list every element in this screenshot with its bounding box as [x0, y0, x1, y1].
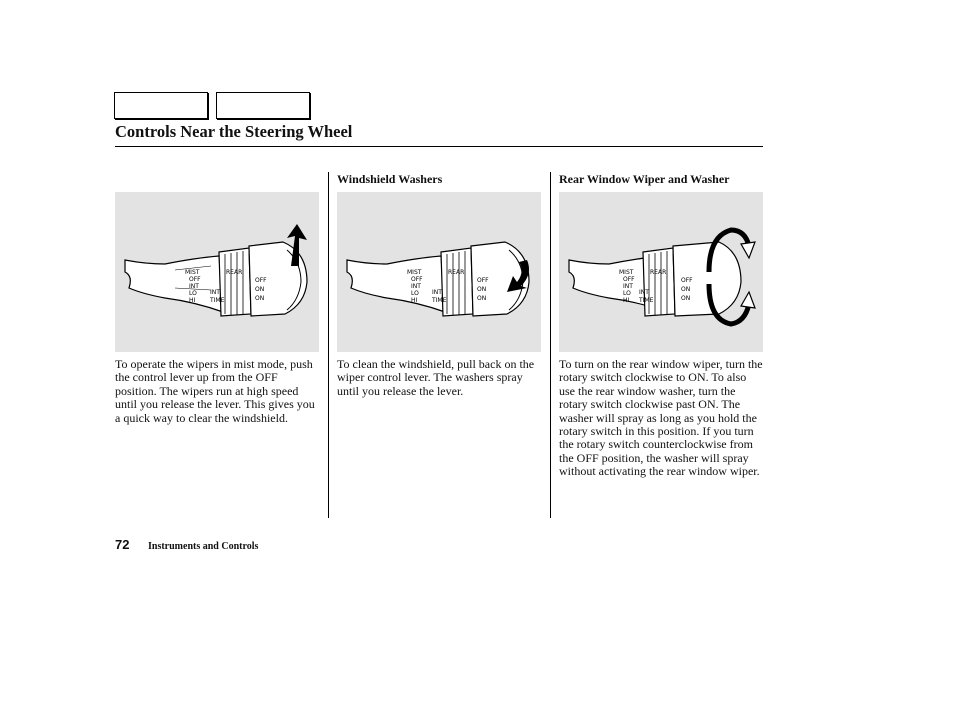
- nav-tab-2[interactable]: [216, 92, 310, 119]
- wiper-lever-drawing: [569, 242, 741, 316]
- svg-text:INT: INT: [623, 283, 633, 290]
- svg-text:TIME: TIME: [639, 297, 654, 304]
- mist-mode-paragraph: To operate the wipers in mist mode, push the control lever up from the OFF position. The wipers run at high speed until you release the lever. This gives you a quick way to clear the windshield.: [115, 357, 315, 425]
- svg-text:REAR: REAR: [650, 269, 667, 276]
- svg-text:OFF: OFF: [681, 277, 693, 284]
- svg-text:HI: HI: [411, 297, 418, 304]
- wiper-lever-drawing: [347, 242, 529, 316]
- svg-text:OFF: OFF: [623, 276, 635, 283]
- wiper-lever-drawing: [125, 242, 307, 316]
- rear-wiper-switch-illustration: [559, 192, 763, 352]
- svg-text:TIME: TIME: [210, 297, 225, 304]
- mist-lever-illustration: [115, 192, 319, 352]
- svg-text:ON: ON: [255, 286, 265, 293]
- svg-text:INT: INT: [639, 289, 649, 296]
- washer-lever-illustration: [337, 192, 541, 352]
- svg-text:LO: LO: [411, 290, 419, 297]
- svg-text:INT: INT: [210, 289, 220, 296]
- title-divider: [115, 146, 763, 147]
- svg-text:OFF: OFF: [189, 276, 201, 283]
- svg-text:INT: INT: [189, 283, 199, 290]
- svg-text:INT: INT: [432, 289, 442, 296]
- svg-text:MIST: MIST: [407, 269, 422, 276]
- column-divider-2: [550, 172, 551, 518]
- svg-text:OFF: OFF: [477, 277, 489, 284]
- nav-tab-1[interactable]: [114, 92, 208, 119]
- svg-text:REAR: REAR: [226, 269, 243, 276]
- svg-text:REAR: REAR: [448, 269, 465, 276]
- svg-text:HI: HI: [623, 297, 630, 304]
- windshield-washers-heading: Windshield Washers: [337, 172, 443, 186]
- svg-text:LO: LO: [189, 290, 197, 297]
- rear-wiper-washer-paragraph: To turn on the rear window wiper, turn the rotary switch clockwise to ON. To also use the rear window washer, turn the rotary switch clockwise past ON. The washer will spray as long as you hold the rotary switch in this position. If you turn the rotary switch counterclockwise from the OFF position, the washer will spray without activating the rear window wiper.: [559, 357, 763, 479]
- column-divider-1: [328, 172, 329, 518]
- svg-text:OFF: OFF: [255, 277, 267, 284]
- svg-text:LO: LO: [623, 290, 631, 297]
- svg-text:OFF: OFF: [411, 276, 423, 283]
- rear-wiper-washer-heading: Rear Window Wiper and Washer: [559, 172, 730, 186]
- svg-text:ON: ON: [255, 295, 265, 302]
- svg-text:MIST: MIST: [619, 269, 634, 276]
- svg-text:ON: ON: [477, 286, 487, 293]
- page-number: 72: [115, 537, 130, 552]
- page-title: Controls Near the Steering Wheel: [115, 122, 353, 141]
- svg-text:HI: HI: [189, 297, 196, 304]
- svg-text:TIME: TIME: [432, 297, 447, 304]
- svg-text:ON: ON: [681, 295, 691, 302]
- svg-text:ON: ON: [477, 295, 487, 302]
- windshield-washers-paragraph: To clean the windshield, pull back on the wiper control lever. The washers spray until you release the lever.: [337, 357, 535, 398]
- svg-text:INT: INT: [411, 283, 421, 290]
- svg-text:ON: ON: [681, 286, 691, 293]
- svg-text:MIST: MIST: [185, 269, 200, 276]
- section-name: Instruments and Controls: [148, 541, 259, 552]
